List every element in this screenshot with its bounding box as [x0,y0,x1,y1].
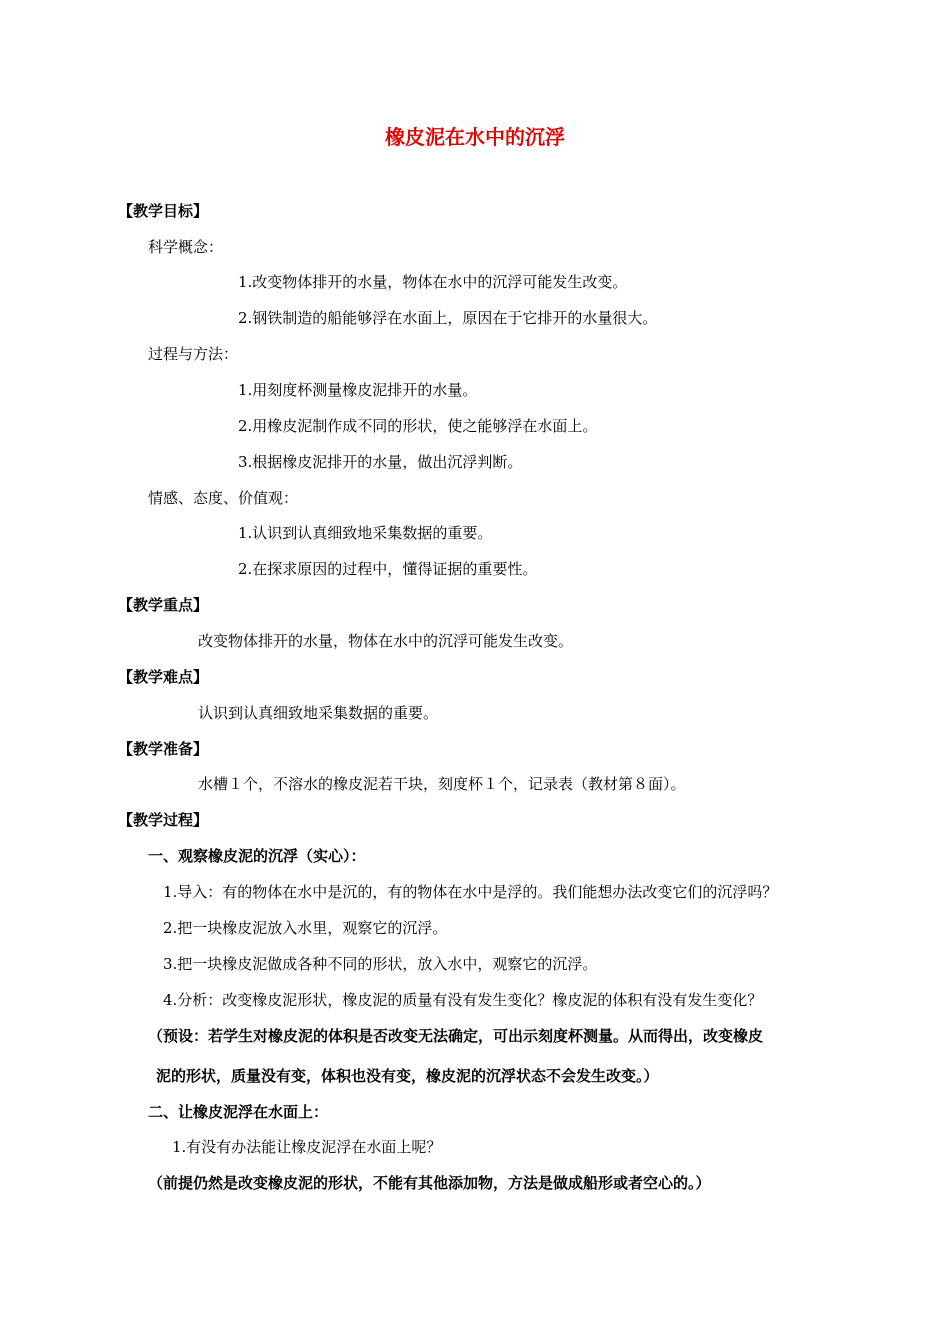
key-point-text: 改变物体排开的水量，物体在水中的沉浮可能发生改变。 [198,632,574,650]
note-preset-line1: （预设：若学生对橡皮泥的体积是否改变无法确定，可出示刻度杯测量。从而得出，改变橡皮 [148,1027,764,1045]
note-premise: （前提仍然是改变橡皮泥的形状，不能有其他添加物，方法是做成船形或者空心的。） [148,1174,711,1192]
list-item: 2.把一块橡皮泥放入水里，观察它的沉浮。 [163,919,448,937]
section-header-process: 【教学过程】 [118,811,209,829]
list-item: 1.导入：有的物体在水中是沉的，有的物体在水中是浮的。我们能想办法改变它们的沉浮吗？ [163,883,778,901]
note-preset-line2: 泥的形状，质量没有变，体积也没有变，橡皮泥的沉浮状态不会发生改变。） [156,1067,659,1085]
section-header-key-point: 【教学重点】 [118,596,209,614]
list-item: 1.用刻度杯测量橡皮泥排开的水量。 [238,381,478,399]
list-item: 1.认识到认真细致地采集数据的重要。 [238,524,493,542]
list-item: 1.改变物体排开的水量，物体在水中的沉浮可能发生改变。 [238,273,628,291]
preparation-text: 水槽１个，不溶水的橡皮泥若干块，刻度杯１个，记录表（教材第８面）。 [198,775,686,793]
list-item: 3.根据橡皮泥排开的水量，做出沉浮判断。 [238,453,523,471]
difficulty-text: 认识到认真细致地采集数据的重要。 [198,704,439,722]
subheading-attitude-values: 情感、态度、价值观： [148,489,299,507]
subheading-science-concept: 科学概念： [148,238,224,256]
part-title-observe: 一、观察橡皮泥的沉浮（实心）： [148,847,366,865]
list-item: 2.在探求原因的过程中，懂得证据的重要性。 [238,560,538,578]
part-title-float: 二、让橡皮泥浮在水面上： [148,1103,329,1121]
section-header-difficulty: 【教学难点】 [118,668,209,686]
list-item: 2.用橡皮泥制作成不同的形状，使之能够浮在水面上。 [238,417,598,435]
list-item: 3.把一块橡皮泥做成各种不同的形状，放入水中，观察它的沉浮。 [163,955,598,973]
list-item: 4.分析：改变橡皮泥形状，橡皮泥的质量有没有发生变化？橡皮泥的体积有没有发生变化？ [163,991,763,1009]
section-header-preparation: 【教学准备】 [118,740,209,758]
list-item: 1.有没有办法能让橡皮泥浮在水面上呢？ [172,1138,442,1156]
section-header-goals: 【教学目标】 [118,202,209,220]
list-item: 2.钢铁制造的船能够浮在水面上，原因在于它排开的水量很大。 [238,309,658,327]
page-title: 橡皮泥在水中的沉浮 [385,125,565,149]
subheading-process-method: 过程与方法： [148,345,239,363]
